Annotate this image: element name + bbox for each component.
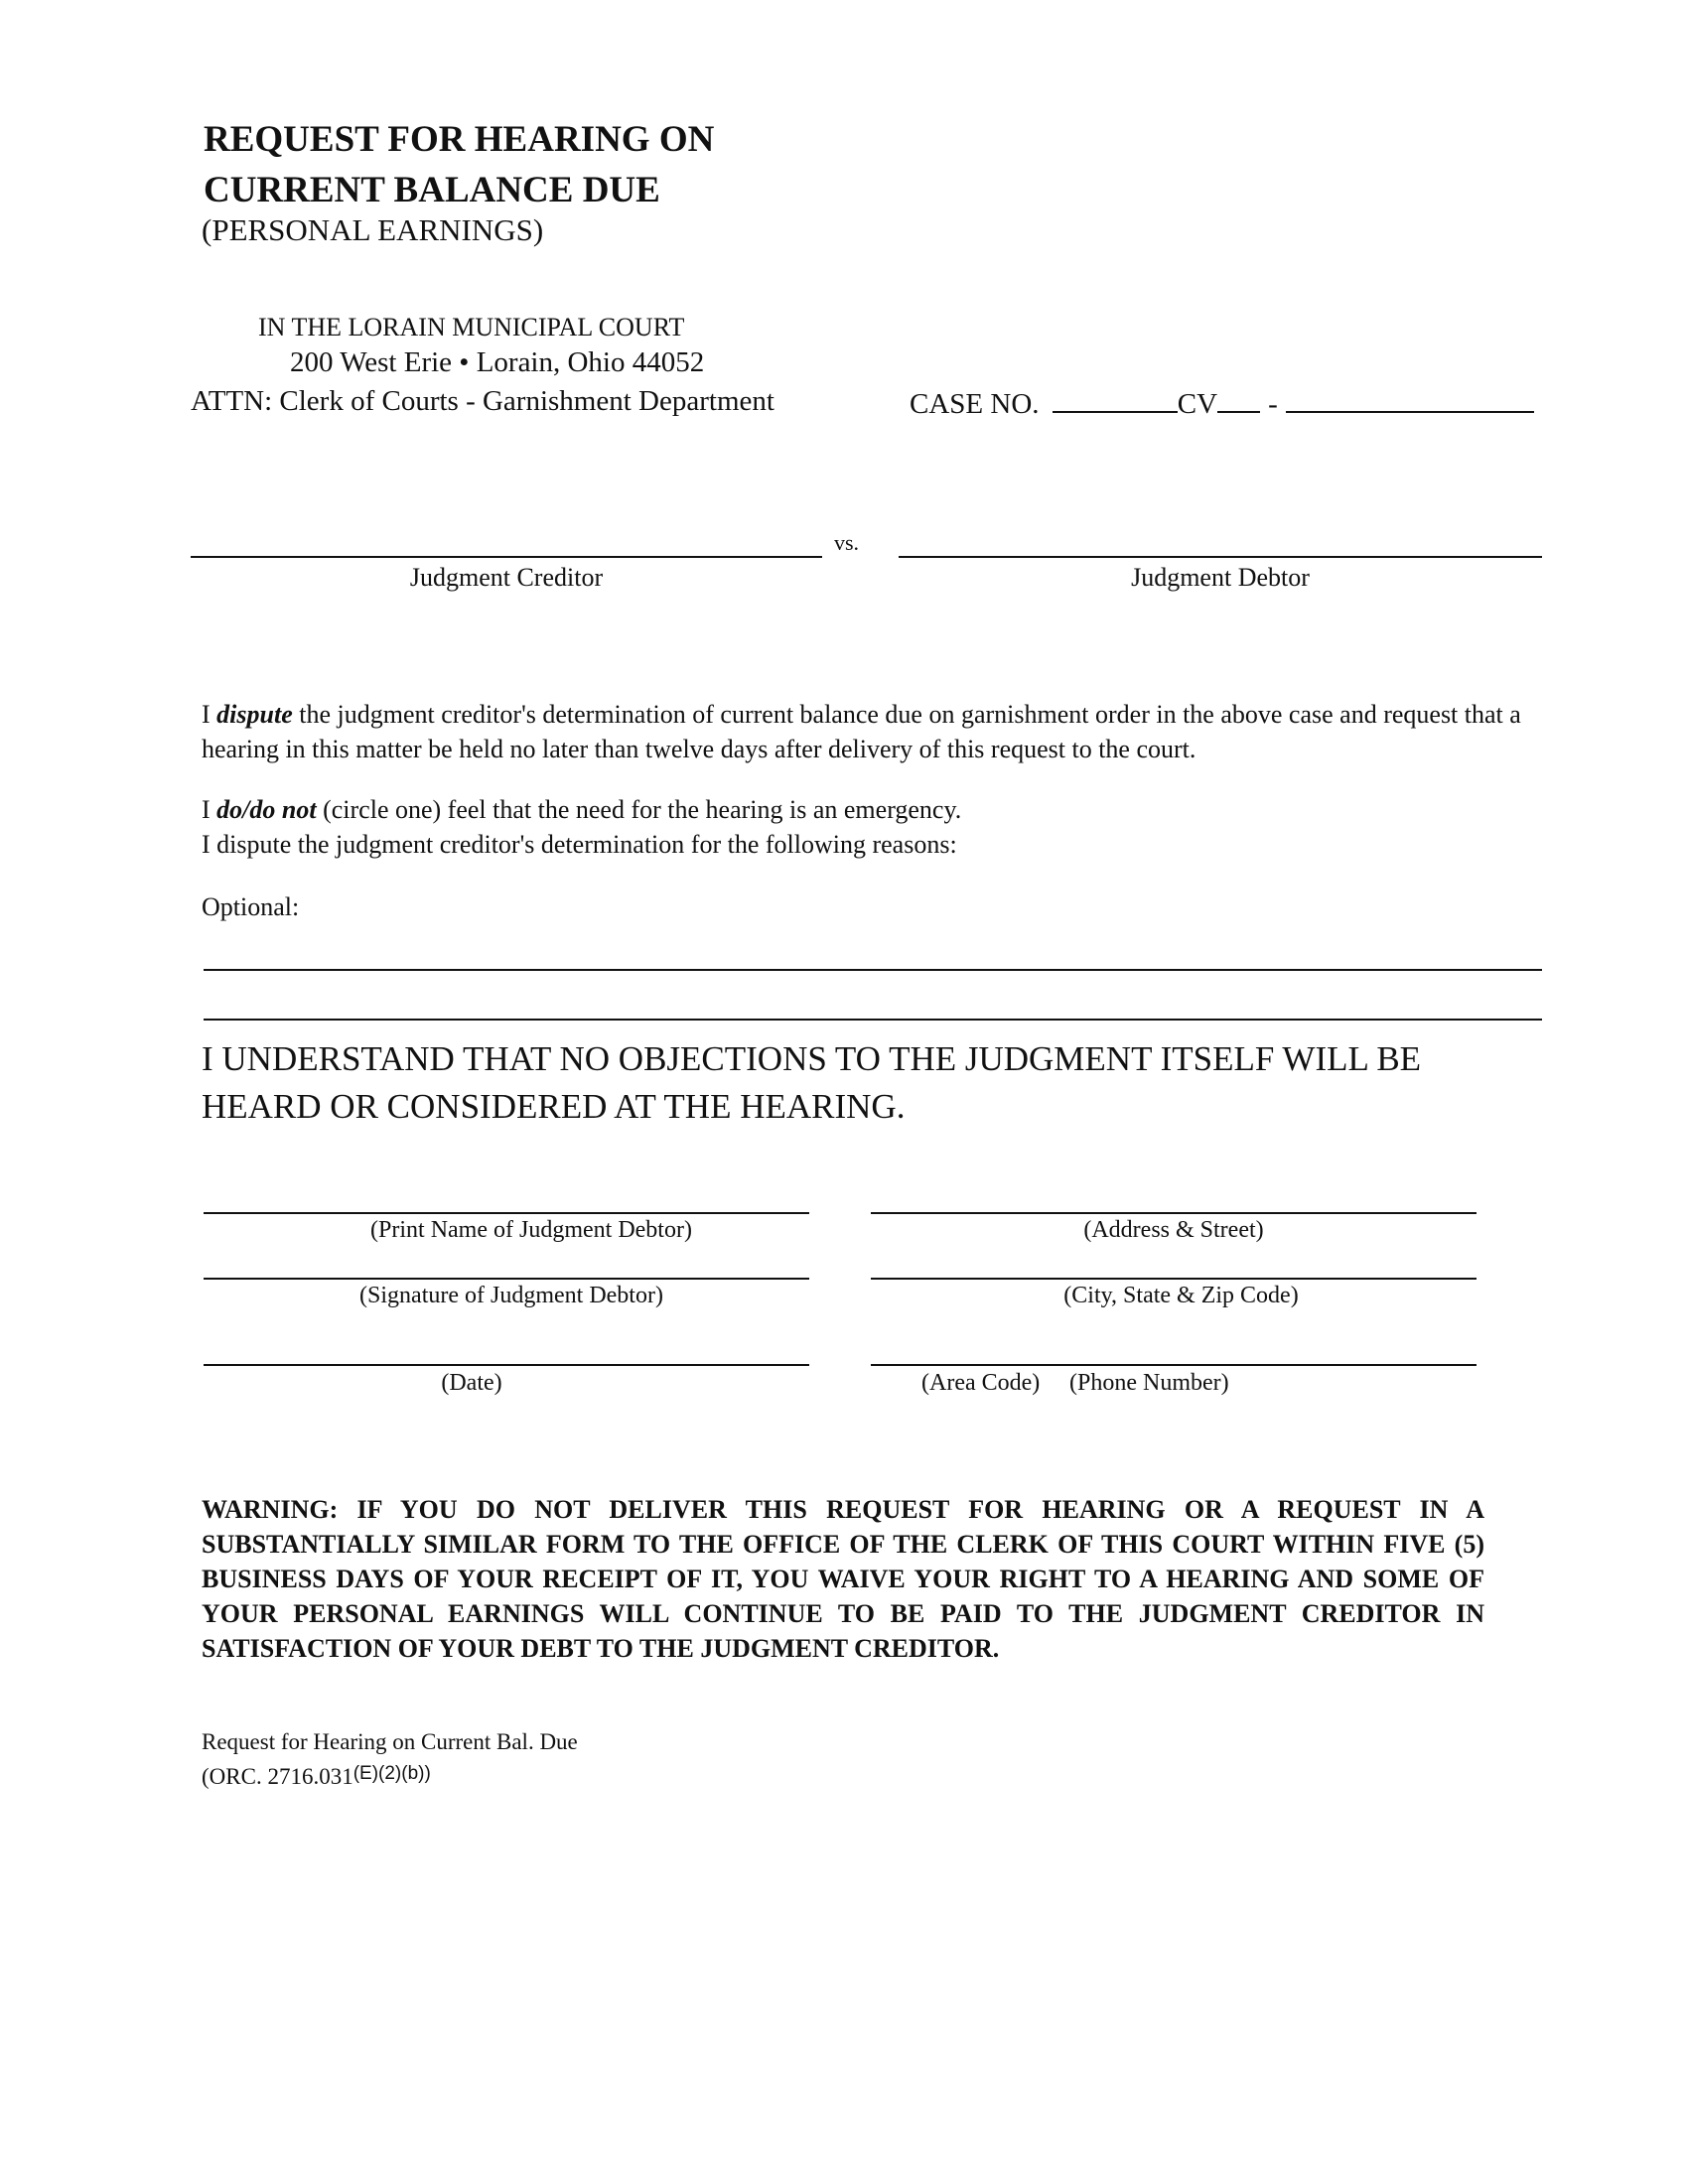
judgment-creditor-field[interactable] [191, 556, 822, 558]
warning-text: WARNING: IF YOU DO NOT DELIVER THIS REQUEST FOR HEARING OR A REQUEST IN A SUBSTANTIALLY SIMILAR FORM TO THE OFFICE OF THE CLERK OF THIS COURT WITHIN FIVE (5) BUSINESS DAYS OF YOUR RECEIPT OF IT, YOU WAIVE YOUR RIGHT TO A HEARING AND SOME OF YOUR PERSONAL EARNINGS WILL CONTINUE TO BE PAID TO THE JUDGMENT CREDITOR IN SATISFACTION OF YOUR DEBT TO THE JUDGMENT CREDITOR. [202, 1495, 1484, 1663]
dispute-text: the judgment creditor's determination of current balance due on garnishment order in the above case and request that a hearing in this matter be held no later than twelve days after delivery of this request to the court. [202, 700, 1521, 763]
print-name-label: (Print Name of Judgment Debtor) [370, 1217, 692, 1243]
court-address: 200 West Erie • Lorain, Ohio 44052 [290, 346, 705, 378]
footer-statute-suffix: (E)(2)(b)) [352, 1763, 431, 1784]
footer-form-name: Request for Hearing on Current Bal. Due [202, 1729, 578, 1754]
judgment-debtor-label: Judgment Debtor [1131, 563, 1310, 592]
signature-label: (Signature of Judgment Debtor) [359, 1283, 663, 1308]
dispute-lead: I [202, 700, 217, 729]
footer-statute-prefix: (ORC. 2716.031 [202, 1764, 353, 1789]
optional-label: Optional: [202, 892, 300, 921]
title-line-2: CURRENT BALANCE DUE [204, 170, 660, 210]
reasons-statement: I dispute the judgment creditor's determination for the following reasons: [202, 830, 957, 859]
judgment-debtor-field[interactable] [899, 556, 1542, 558]
phone-field[interactable] [871, 1364, 1477, 1366]
print-name-field[interactable] [204, 1212, 809, 1214]
court-name: IN THE LORAIN MUNICIPAL COURT [258, 313, 685, 341]
dispute-emphasis: dispute [216, 700, 293, 729]
phone-number-label: (Phone Number) [1069, 1370, 1229, 1396]
judgment-creditor-label: Judgment Creditor [409, 563, 604, 592]
court-attn: ATTN: Clerk of Courts - Garnishment Department [191, 385, 774, 417]
city-state-zip-field[interactable] [871, 1278, 1477, 1280]
emergency-choice[interactable]: do/do not [216, 795, 317, 824]
address-field[interactable] [871, 1212, 1477, 1214]
address-label: (Address & Street) [1083, 1217, 1264, 1243]
case-number [910, 385, 1534, 421]
area-code-label: (Area Code) [921, 1370, 1041, 1396]
date-label: (Date) [441, 1370, 502, 1396]
reason-line-1[interactable] [204, 969, 1542, 971]
versus-label: vs. [834, 530, 860, 555]
emergency-statement [202, 792, 1542, 827]
case-type-field[interactable] [1217, 385, 1260, 413]
case-cv-label: CV [1177, 388, 1218, 420]
case-seq-field[interactable] [1286, 385, 1534, 413]
understand-statement: I UNDERSTAND THAT NO OBJECTIONS TO THE JUDGMENT ITSELF WILL BE HEARD OR CONSIDERED AT THE HEARING. [202, 1039, 1422, 1126]
form-subtitle: (PERSONAL EARNINGS) [202, 212, 544, 247]
date-field[interactable] [204, 1364, 809, 1366]
signature-field[interactable] [204, 1278, 809, 1280]
dispute-statement [202, 697, 1542, 766]
title-line-1: REQUEST FOR HEARING ON [204, 119, 715, 160]
emergency-text: (circle one) feel that the need for the hearing is an emergency. [316, 795, 962, 824]
case-number-label: CASE NO. [910, 388, 1040, 420]
footer-statute [202, 1763, 431, 1790]
reason-line-2[interactable] [204, 1019, 1542, 1021]
case-dash: - [1268, 388, 1278, 420]
city-state-zip-label: (City, State & Zip Code) [1063, 1283, 1299, 1308]
form-title [204, 114, 714, 215]
emergency-lead: I [202, 795, 217, 824]
case-year-field[interactable] [1053, 385, 1178, 413]
